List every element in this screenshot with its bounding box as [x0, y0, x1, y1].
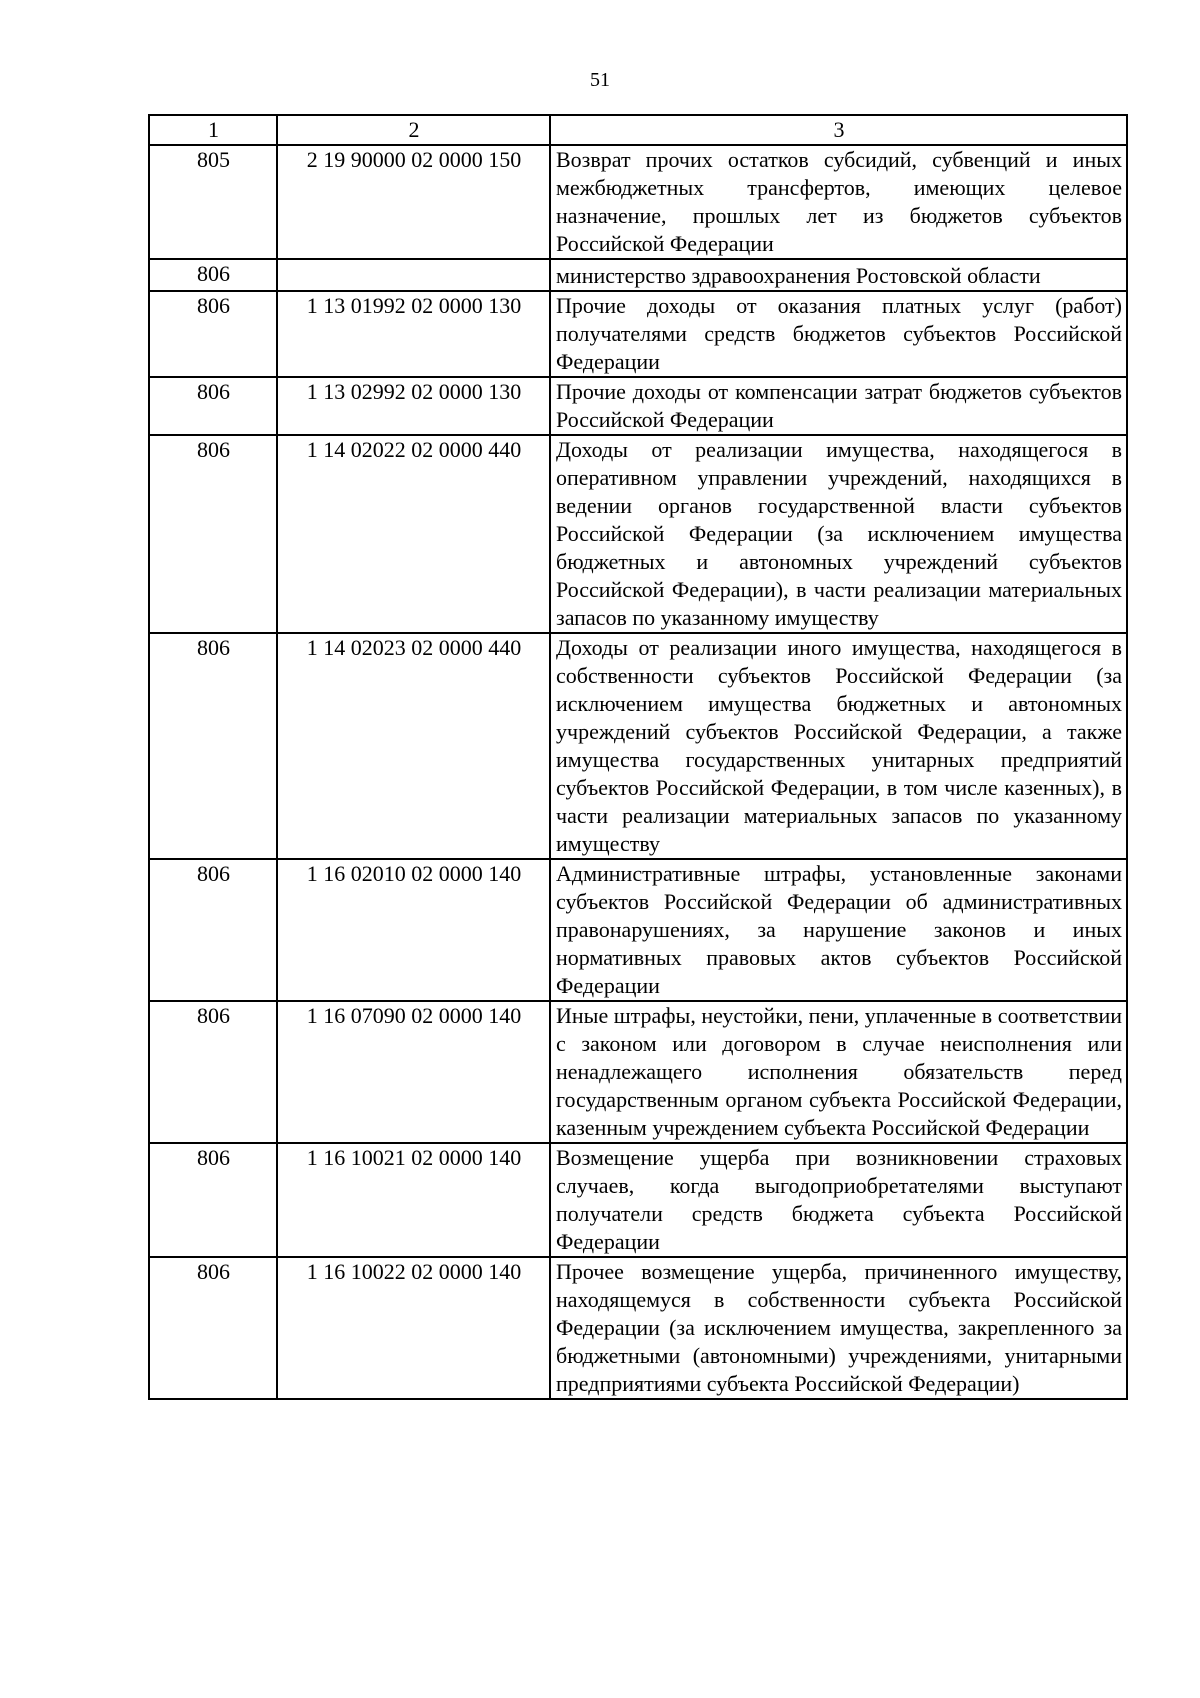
revenue-code-cell — [277, 259, 550, 291]
table-row — [149, 377, 1127, 435]
table-row — [149, 435, 1127, 633]
administrator-name-cell: министерство здравоохранения Ростовской области — [550, 259, 1127, 291]
revenue-code-cell: 1 16 07090 02 0000 140 — [277, 1001, 550, 1143]
revenue-name-cell: Прочее возмещение ущерба, причиненного имуществу, находящемуся в собственности субъекта Российской Федерации (за исключением имущества, закрепленного за бюджетными (автономными) учреждениями, унитарными предприятиями субъекта Российской Федерации) — [550, 1257, 1127, 1399]
revenue-name-cell: Доходы от реализации имущества, находящегося в оперативном управлении учреждений, находящихся в ведении органов государственной власти субъектов Российской Федерации (за исключением имущества бюджетных и автономных учреждений субъектов Российской Федерации), в части реализации материальных запасов по указанному имуществу — [550, 435, 1127, 633]
revenue-code-cell: 1 16 10022 02 0000 140 — [277, 1257, 550, 1399]
budget-revenue-table — [148, 114, 1128, 1400]
table-header-row — [149, 115, 1127, 145]
revenue-code-cell: 2 19 90000 02 0000 150 — [277, 145, 550, 259]
revenue-name-cell: Иные штрафы, неустойки, пени, уплаченные в соответствии с законом или договором в случае неисполнения или ненадлежащего исполнения обязательств перед государственным органом субъекта Российской Федерации, казенным учреждением субъекта Российской Федерации — [550, 1001, 1127, 1143]
revenue-code-cell: 1 13 02992 02 0000 130 — [277, 377, 550, 435]
admin-code-cell: 806 — [149, 1143, 277, 1257]
table-row — [149, 259, 1127, 291]
admin-code-cell: 806 — [149, 1001, 277, 1143]
table-row — [149, 633, 1127, 859]
page-number: 51 — [590, 69, 610, 91]
table-row — [149, 1143, 1127, 1257]
revenue-code-cell: 1 14 02023 02 0000 440 — [277, 633, 550, 859]
revenue-code-cell: 1 13 01992 02 0000 130 — [277, 291, 550, 377]
admin-code-cell: 806 — [149, 859, 277, 1001]
revenue-name-cell: Доходы от реализации иного имущества, находящегося в собственности субъектов Российской Федерации (за исключением имущества бюджетных и автономных учреждений субъектов Российской Федерации, а также имущества государственных унитарных предприятий субъектов Российской Федерации, в том числе казенных), в части реализации материальных запасов по указанному имуществу — [550, 633, 1127, 859]
header-col-3: 3 — [550, 115, 1127, 145]
admin-code-cell: 806 — [149, 1257, 277, 1399]
revenue-name-cell: Возврат прочих остатков субсидий, субвенций и иных межбюджетных трансфертов, имеющих целевое назначение, прошлых лет из бюджетов субъектов Российской Федерации — [550, 145, 1127, 259]
header-col-2: 2 — [277, 115, 550, 145]
header-col-1: 1 — [149, 115, 277, 145]
admin-code-cell: 805 — [149, 145, 277, 259]
revenue-name-cell: Возмещение ущерба при возникновении страховых случаев, когда выгодоприобретателями выступают получатели средств бюджета субъекта Российской Федерации — [550, 1143, 1127, 1257]
revenue-code-cell: 1 16 10021 02 0000 140 — [277, 1143, 550, 1257]
admin-code-cell: 806 — [149, 633, 277, 859]
admin-code-cell: 806 — [149, 377, 277, 435]
revenue-name-cell: Административные штрафы, установленные законами субъектов Российской Федерации об административных правонарушениях, за нарушение законов и иных нормативных правовых актов субъектов Российской Федерации — [550, 859, 1127, 1001]
table-row — [149, 859, 1127, 1001]
admin-code-cell: 806 — [149, 291, 277, 377]
table-row — [149, 145, 1127, 259]
table-row — [149, 291, 1127, 377]
admin-code-cell: 806 — [149, 435, 277, 633]
revenue-name-cell: Прочие доходы от компенсации затрат бюджетов субъектов Российской Федерации — [550, 377, 1127, 435]
admin-code-cell: 806 — [149, 259, 277, 291]
table-row — [149, 1257, 1127, 1399]
table-row — [149, 1001, 1127, 1143]
revenue-name-cell: Прочие доходы от оказания платных услуг (работ) получателями средств бюджетов субъектов Российской Федерации — [550, 291, 1127, 377]
revenue-code-cell: 1 16 02010 02 0000 140 — [277, 859, 550, 1001]
revenue-code-cell: 1 14 02022 02 0000 440 — [277, 435, 550, 633]
